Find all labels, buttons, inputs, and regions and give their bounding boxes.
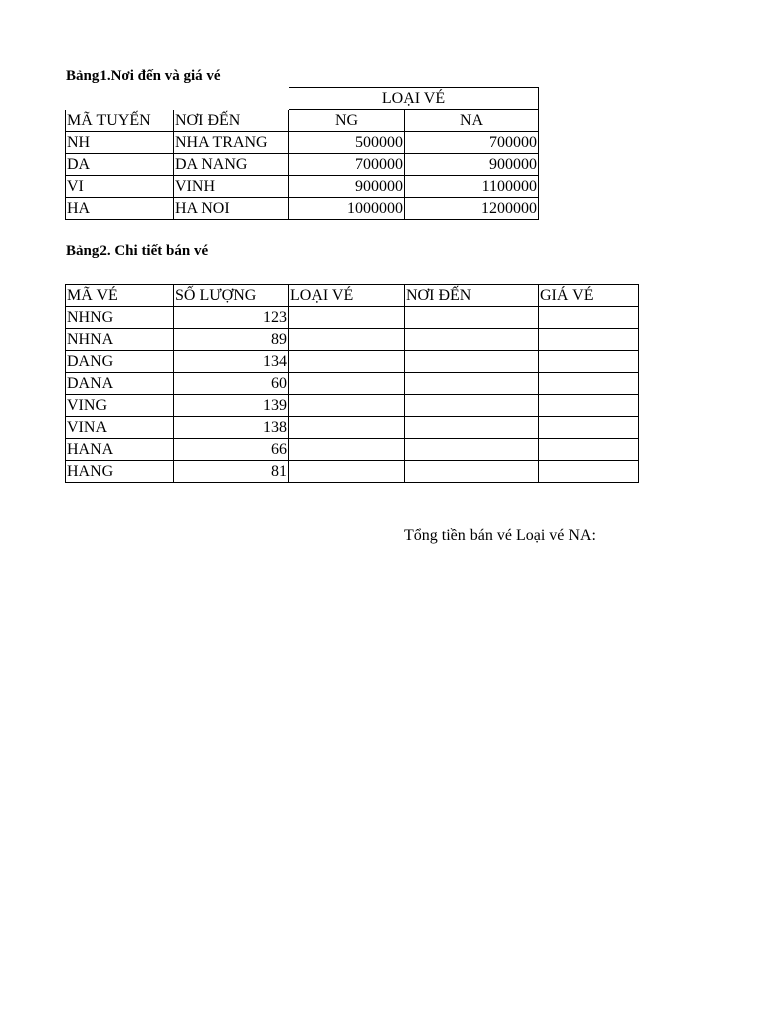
table-row	[66, 417, 639, 439]
header-destination[interactable]: NƠI ĐẾN	[174, 110, 289, 132]
header-price[interactable]: GIÁ VÉ	[539, 285, 639, 307]
quantity-cell[interactable]: 134	[174, 351, 289, 373]
table1-title: Bảng1.Nơi đến và giá vé	[66, 68, 221, 84]
price-cell[interactable]	[539, 461, 639, 483]
price-na-cell[interactable]: 1100000	[405, 176, 539, 198]
price-cell[interactable]	[539, 417, 639, 439]
ticket-code-cell[interactable]: NHNA	[66, 329, 174, 351]
destination-cell[interactable]	[405, 461, 539, 483]
table1-header-row	[66, 110, 539, 132]
route-code-cell[interactable]: VI	[66, 176, 174, 198]
table-row	[66, 395, 639, 417]
header-destination[interactable]: NƠI ĐẾN	[405, 285, 539, 307]
ticket-code-cell[interactable]: DANG	[66, 351, 174, 373]
price-ng-cell[interactable]: 1000000	[289, 198, 405, 220]
destination-cell[interactable]	[405, 373, 539, 395]
ticket-type-cell[interactable]	[289, 439, 405, 461]
header-route-code[interactable]: MÃ TUYẾN	[66, 110, 174, 132]
header-quantity[interactable]: SỐ LƯỢNG	[174, 285, 289, 307]
destination-cell[interactable]: NHA TRANG	[174, 132, 289, 154]
table2-header-row	[66, 285, 639, 307]
destination-cell[interactable]: HA NOI	[174, 198, 289, 220]
empty-cell	[174, 88, 289, 110]
header-ticket-code[interactable]: MÃ VÉ	[66, 285, 174, 307]
route-code-cell[interactable]: DA	[66, 154, 174, 176]
price-cell[interactable]	[539, 395, 639, 417]
destination-price-table	[65, 87, 539, 220]
price-na-cell[interactable]: 900000	[405, 154, 539, 176]
header-ng[interactable]: NG	[289, 110, 405, 132]
quantity-cell[interactable]: 66	[174, 439, 289, 461]
destination-cell[interactable]: DA NANG	[174, 154, 289, 176]
table-row	[66, 154, 539, 176]
price-ng-cell[interactable]: 900000	[289, 176, 405, 198]
ticket-code-cell[interactable]: VINA	[66, 417, 174, 439]
table-row	[66, 176, 539, 198]
ticket-type-cell[interactable]	[289, 373, 405, 395]
price-na-cell[interactable]: 1200000	[405, 198, 539, 220]
price-cell[interactable]	[539, 307, 639, 329]
ticket-code-cell[interactable]: NHNG	[66, 307, 174, 329]
quantity-cell[interactable]: 138	[174, 417, 289, 439]
quantity-cell[interactable]: 81	[174, 461, 289, 483]
table2-title: Bảng2. Chi tiết bán vé	[66, 243, 209, 259]
route-code-cell[interactable]: NH	[66, 132, 174, 154]
table-row	[66, 132, 539, 154]
quantity-cell[interactable]: 60	[174, 373, 289, 395]
ticket-code-cell[interactable]: DANA	[66, 373, 174, 395]
empty-cell	[66, 88, 174, 110]
table-row	[66, 439, 639, 461]
table-row	[66, 351, 639, 373]
ticket-code-cell[interactable]: VING	[66, 395, 174, 417]
quantity-cell[interactable]: 139	[174, 395, 289, 417]
ticket-type-cell[interactable]	[289, 461, 405, 483]
price-ng-cell[interactable]: 500000	[289, 132, 405, 154]
ticket-code-cell[interactable]: HANG	[66, 461, 174, 483]
ticket-sales-table	[65, 284, 639, 483]
table-row	[66, 373, 639, 395]
ticket-type-cell[interactable]	[289, 329, 405, 351]
quantity-cell[interactable]: 89	[174, 329, 289, 351]
header-na[interactable]: NA	[405, 110, 539, 132]
table-row	[66, 307, 639, 329]
price-cell[interactable]	[539, 373, 639, 395]
table-row	[66, 461, 639, 483]
destination-cell[interactable]	[405, 395, 539, 417]
destination-cell[interactable]	[405, 351, 539, 373]
destination-cell[interactable]	[405, 417, 539, 439]
quantity-cell[interactable]: 123	[174, 307, 289, 329]
destination-cell[interactable]	[405, 439, 539, 461]
destination-cell[interactable]	[405, 307, 539, 329]
destination-cell[interactable]	[405, 329, 539, 351]
price-ng-cell[interactable]: 700000	[289, 154, 405, 176]
ticket-type-cell[interactable]	[289, 307, 405, 329]
price-cell[interactable]	[539, 351, 639, 373]
price-cell[interactable]	[539, 439, 639, 461]
table-row	[66, 198, 539, 220]
table-row	[66, 329, 639, 351]
ticket-code-cell[interactable]: HANA	[66, 439, 174, 461]
total-na-revenue-label: Tổng tiền bán vé Loại vé NA:	[404, 527, 596, 544]
ticket-type-group-header[interactable]: LOẠI VÉ	[289, 88, 539, 110]
header-ticket-type[interactable]: LOẠI VÉ	[289, 285, 405, 307]
price-na-cell[interactable]: 700000	[405, 132, 539, 154]
destination-cell[interactable]: VINH	[174, 176, 289, 198]
route-code-cell[interactable]: HA	[66, 198, 174, 220]
ticket-type-cell[interactable]	[289, 395, 405, 417]
ticket-type-cell[interactable]	[289, 351, 405, 373]
table1-group-header-row	[66, 88, 539, 110]
price-cell[interactable]	[539, 329, 639, 351]
ticket-type-cell[interactable]	[289, 417, 405, 439]
